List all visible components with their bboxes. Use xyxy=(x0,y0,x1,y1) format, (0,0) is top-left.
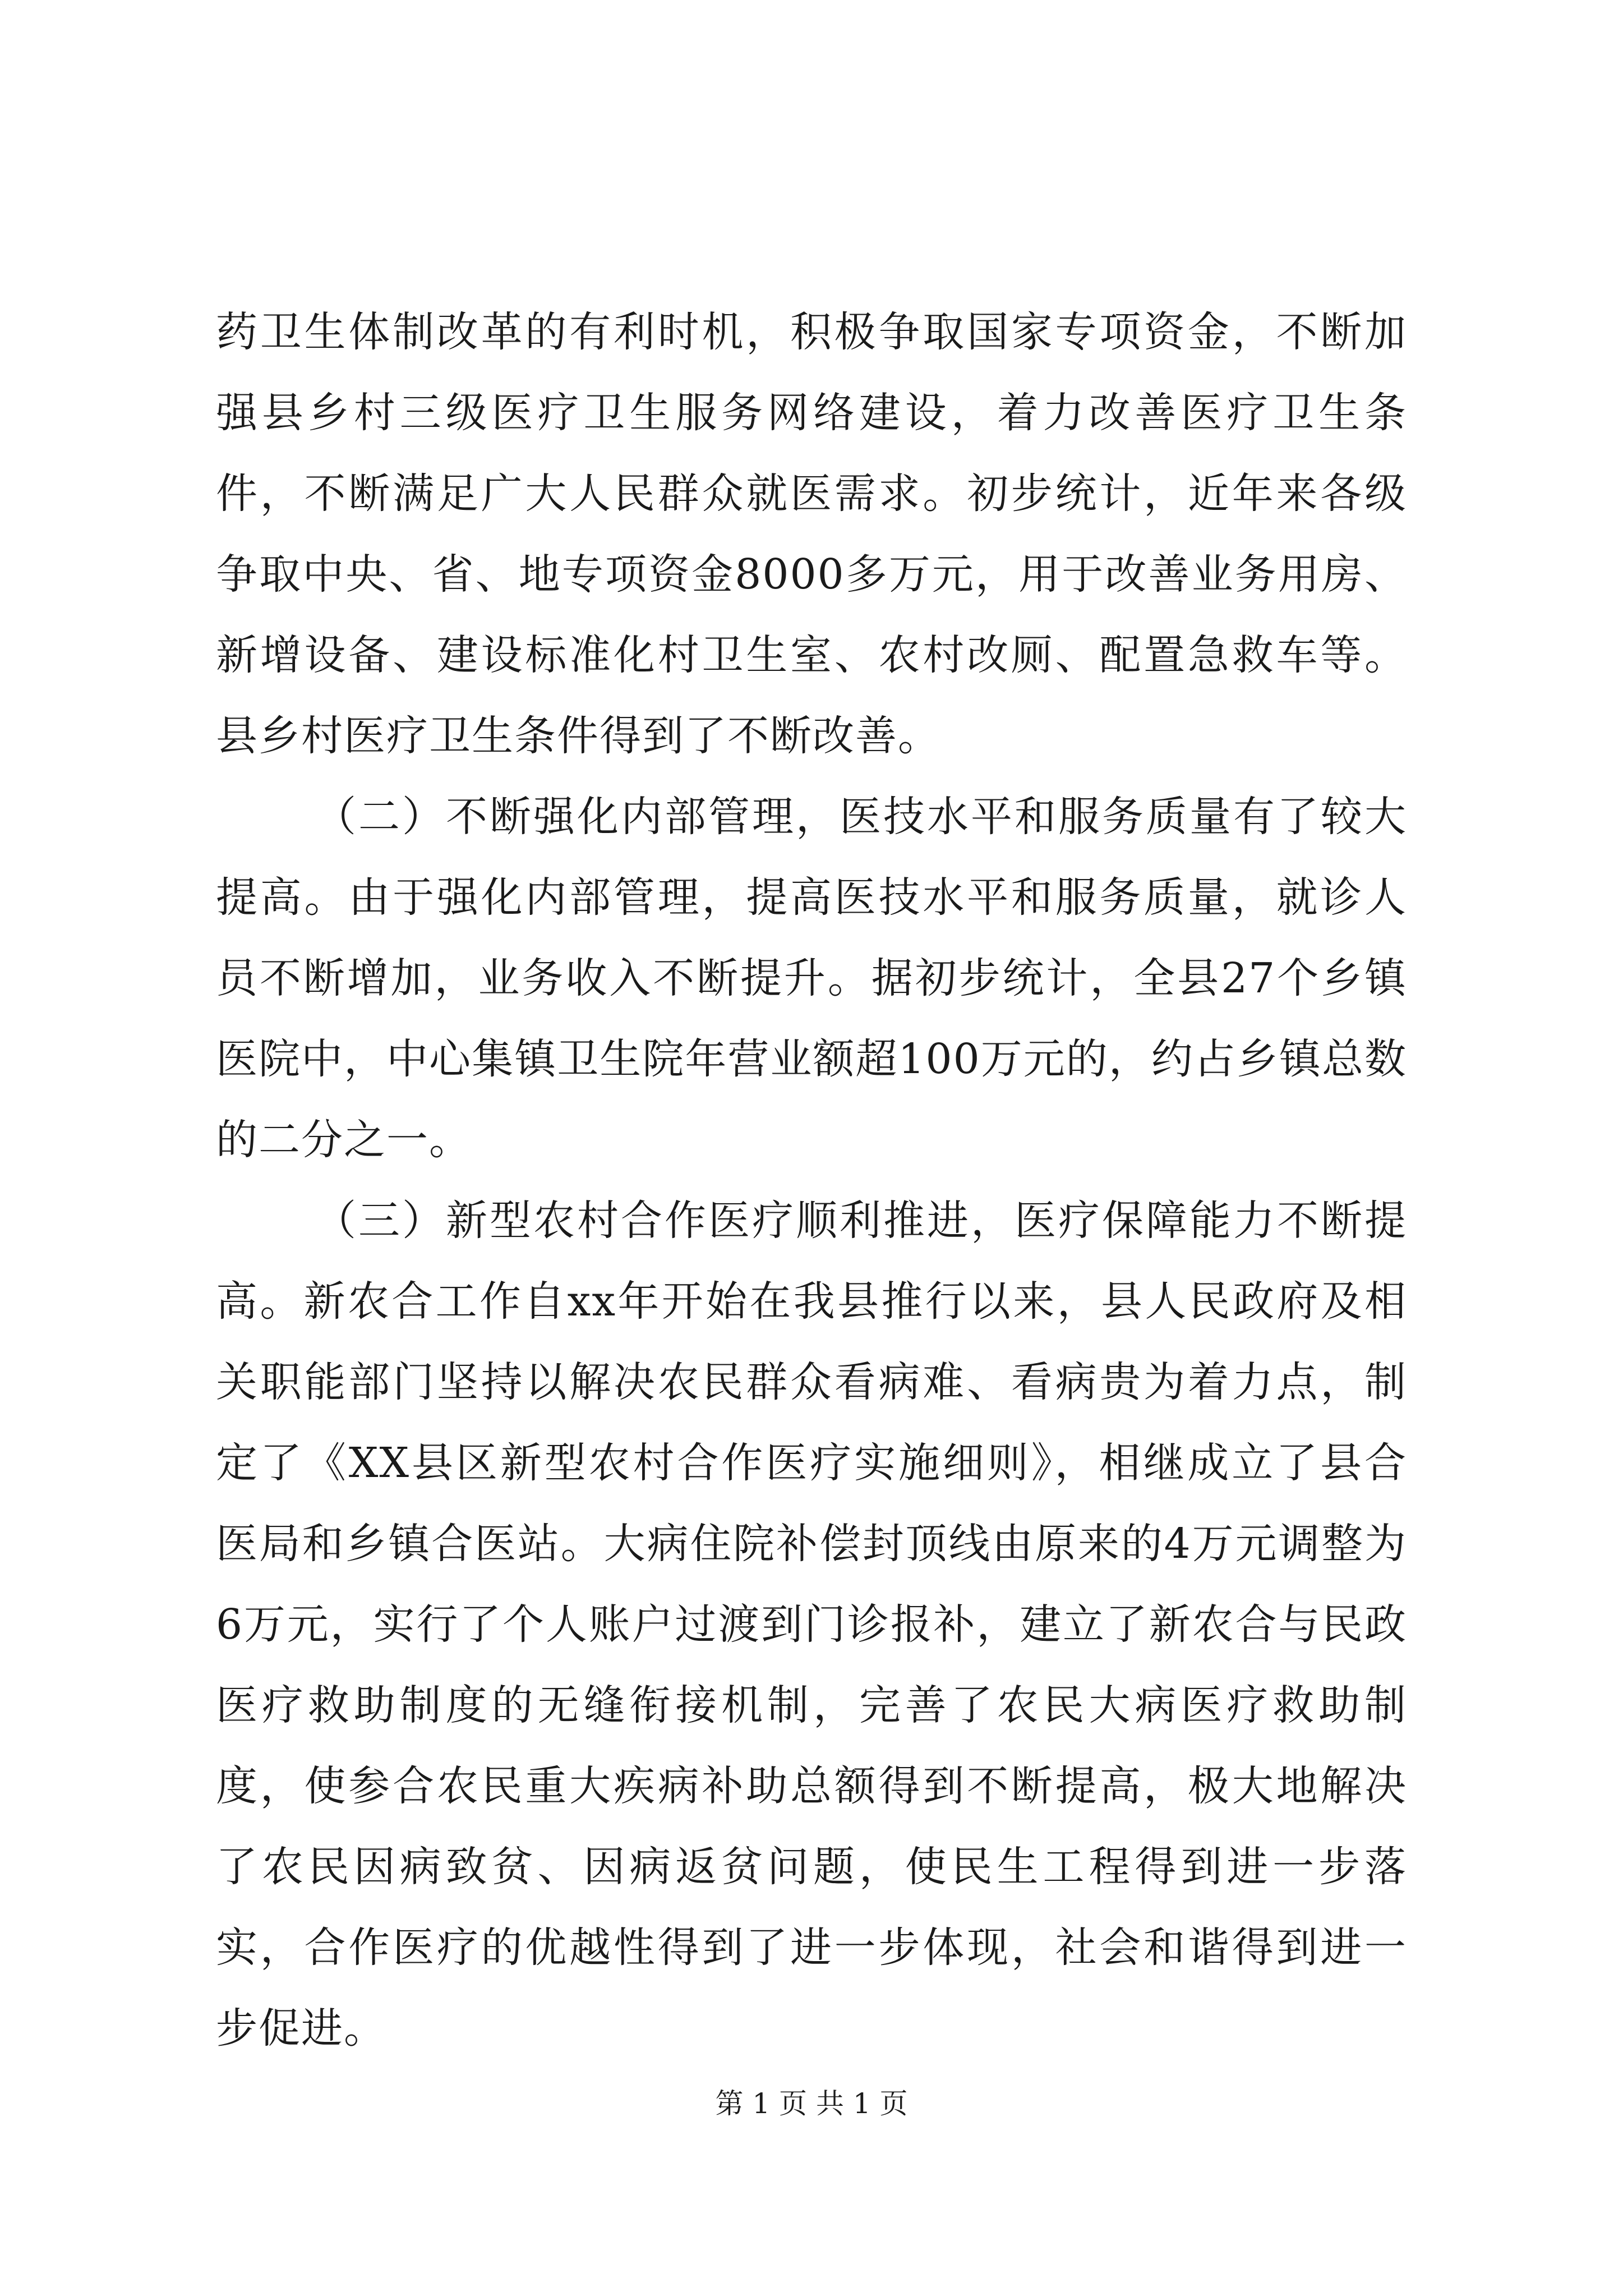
paragraph-2: （二）不断强化内部管理，医技水平和服务质量有了较大提高。由于强化内部管理，提高医技水平和服务质量，就诊人员不断增加，业务收入不断提升。据初步统计，全县27个乡镇医院中，中心集镇卫生院年营业额超100万元的，约占乡镇总数的二分之一。 xyxy=(216,793,1407,1164)
paragraph-1: 药卫生体制改革的有利时机，积极争取国家专项资金，不断加强县乡村三级医疗卫生服务网络建设，着力改善医疗卫生条件，不断满足广大人民群众就医需求。初步统计，近年来各级争取中央、省、地专项资金8000多万元，用于改善业务用房、新增设备、建设标准化村卫生室、农村改厕、配置急救车等。县乡村医疗卫生条件得到了不断改善。 xyxy=(216,308,1407,760)
page-footer: 第 1 页 共 1 页 xyxy=(715,2087,908,2120)
document-body xyxy=(216,292,1407,2069)
paragraph-3: （三）新型农村合作医疗顺利推进，医疗保障能力不断提高。新农合工作自xx年开始在我县推行以来，县人民政府及相关职能部门坚持以解决农民群众看病难、看病贵为着力点，制定了《XX县区新型农村合作医疗实施细则》，相继成立了县合医局和乡镇合医站。大病住院补偿封顶线由原来的4万元调整为6万元，实行了个人账户过渡到门诊报补，建立了新农合与民政医疗救助制度的无缝衔接机制，完善了农民大病医疗救助制度，使参合农民重大疾病补助总额得到不断提高，极大地解决了农民因病致贫、因病返贫问题，使民生工程得到进一步落实，合作医疗的优越性得到了进一步体现，社会和谐得到进一步促进。 xyxy=(216,1197,1407,2053)
